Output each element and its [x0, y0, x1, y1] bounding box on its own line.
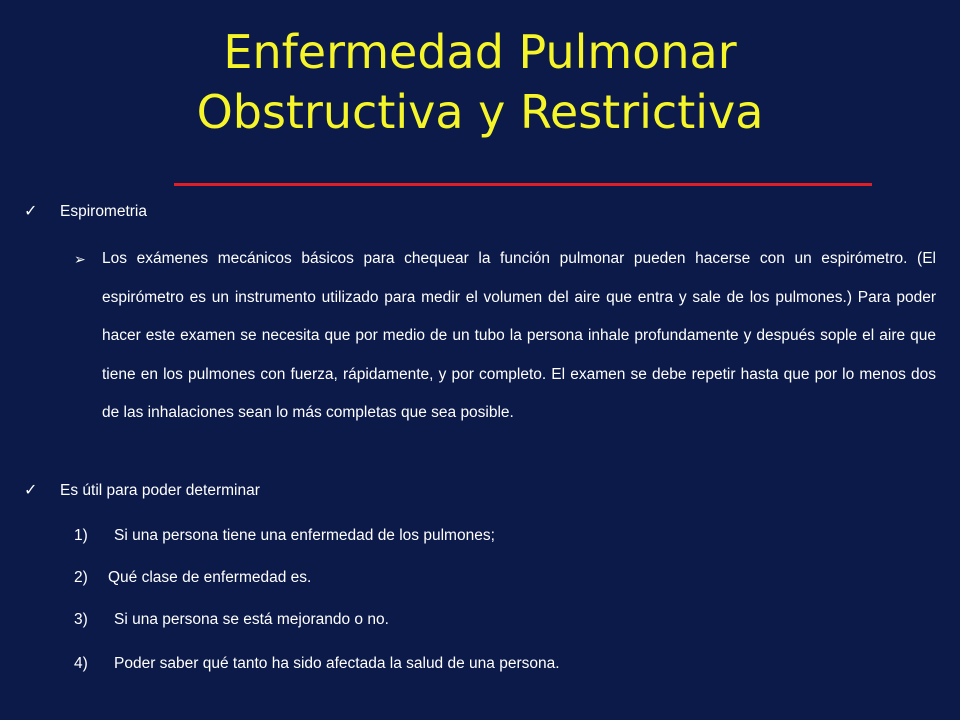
checkmark-icon: ✓	[24, 203, 38, 220]
bullet-text: Espirometria	[60, 203, 147, 220]
numbered-item	[74, 609, 389, 631]
arrow-bullet-icon: ➢	[74, 251, 86, 267]
item-number: 3)	[74, 611, 88, 628]
item-number: 4)	[74, 655, 88, 672]
title-divider	[174, 183, 872, 186]
item-number: 1)	[74, 527, 88, 544]
title-line-1: Enfermedad Pulmonar	[223, 25, 737, 79]
sub-bullet-paragraph	[74, 240, 936, 433]
numbered-item	[74, 525, 495, 547]
item-text: Qué clase de enfermedad es.	[108, 569, 312, 586]
bullet-text: Es útil para poder determinar	[60, 482, 260, 499]
title-line-2: Obstructiva y Restrictiva	[196, 85, 764, 139]
numbered-item	[74, 653, 560, 675]
item-number: 2)	[74, 569, 88, 586]
item-text: Si una persona se está mejorando o no.	[114, 611, 389, 628]
checkmark-icon: ✓	[24, 482, 38, 499]
slide-title	[0, 22, 960, 142]
item-text: Poder saber qué tanto ha sido afectada la salud de una persona.	[114, 655, 560, 672]
bullet-espirometria	[24, 201, 147, 223]
numbered-item	[74, 567, 311, 589]
bullet-es-util	[24, 480, 260, 502]
paragraph-text: Los exámenes mecánicos básicos para chequear la función pulmonar pueden hacerse con un espirómetro. (El espirómetro es un instrumento utilizado para medir el volumen del aire que entra y sale de los pulmones.) Para poder hacer este examen se necesita que por medio de un tubo la persona inhale profundamente y después sople el aire que tiene en los pulmones con fuerza, rápidamente, y por completo. El examen se debe repetir hasta que por lo menos dos de las inhalaciones sean lo más completas que sea posible.	[102, 250, 936, 421]
item-text: Si una persona tiene una enfermedad de los pulmones;	[114, 527, 495, 544]
